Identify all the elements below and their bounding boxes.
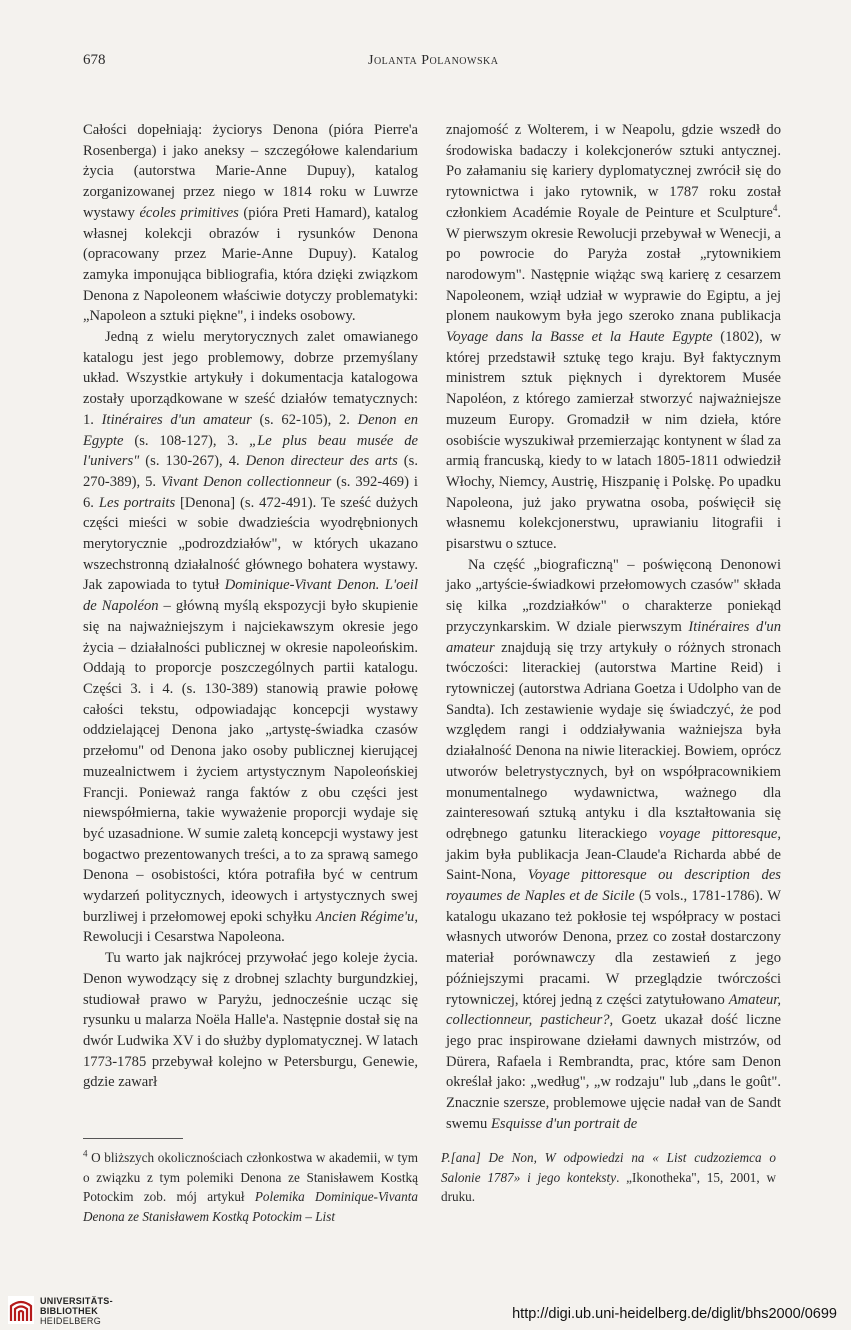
footnote-right: P.[ana] De Non, W odpowiedzi na « List cudzoziemca o Salonie 1787» i jego konteksty. „Ikonotheka", 15, 2001, w druku. bbox=[441, 1150, 776, 1204]
footnote-rule bbox=[83, 1138, 183, 1139]
library-logo-icon[interactable] bbox=[8, 1296, 34, 1324]
footnote-left: $^4$ O bliższych okolicznościach członkostwa w akademii, w tym o związku z tym polemiki Denona ze Stanisławem Kostką Potockim zob. mój artykuł Polemika Dominique-Vivanta Denona ze Stanisławem Kostką Potockim – List bbox=[83, 1148, 418, 1224]
paragraph: Tu warto jak najkrócej przywołać jego koleje życia. Denon wywodzący się z drobnej szlachty burgundzkiej, studiował prawo w Paryżu, jednocześnie ucząc się rysunku u malarza Noëla Halle'a. Następnie dostał się na dwór Ludwika XV i do służby dyplomatycznej. W latach 1773-1785 przebywał kolejno w Petersburgu, Genewie, gdzie zawarł bbox=[83, 950, 418, 1091]
paragraph: Całości dopełniają: życiorys Denona (pióra Pierre'a Rosenberga) i jako aneksy – szczegółowe kalendarium życia (autorstwa Marie-Anne Dupuy), katalog zorganizowanej przez niego w 1814 roku w Luwrze wystawy écoles primitives (pióra Preti Hamard), katalog własnej kolekcji obrazów i rysunków Denona (opracowany przez Marie-Anne Dupuy). Katalog zamyka imponująca bibliografia, która dzięki związkom Denona z Napoleonem właściwie dotyczy problematyki: „Napoleon a sztuki piękne", i indeks osobowy. bbox=[83, 122, 418, 325]
paragraph: Jedną z wielu merytorycznych zalet omawianego katalogu jest jego problemowy, dobrze przemyślany układ. Wszystkie artykuły i dokumentacja katalogowa zostały uporządkowane w sześć działów tematycznych: 1. Itinéraires d'un amateur (s. 62-105), 2. Denon en Egypte (s. 108-127), 3. „Le plus beau musée de l'univers" (s. 130-267), 4. Denon directeur des arts (s. 270-389), 5. Vivant Denon collectionneur (s. 392-469) i 6. Les portraits [Denona] (s. 472-491). Te sześć dużych części mieści w sobie dwadzieścia wyodrębnionych merytorycznie „podrozdziałów", w których ukazano wszechstronną działalność głównego bohatera wystawy. Jak zapowiada to tytuł Dominique-Vivant Denon. L'oeil de Napoléon – główną myślą ekspozycji było skupienie się na najważniejszym i najciekawszym okresie jego życia – działalności publicznej w okresie napoleońskim. Oddają to proporcje poszczególnych partii katalogu. Części 3. i 4. (s. 130-389) stanowią prawie połowę całości tekstu, odpowiadając koncepcji wystawy oddzielającej Denona jako „artystę-świadka czasów przełomu" od Denona jako osoby publicznej kierującej muzealnictwem i życiem artystycznym Napoleońskiej Francji. Ponieważ ranga faktów z obu części jest niewspółmierna, takie wyważenie proporcji wydaje się być uzasadnione. W sumie zaletą koncepcji wystawy jest bogactwo prezentowanych treści, a to za sprawą samego Denona – osobistości, która potrafiła być w centrum wydarzeń politycznych, ideowych i artystycznych swej burzliwej i przełomowej epoki schyłku Ancien Régime'u, Rewolucji i Cesarstwa Napoleona. bbox=[83, 329, 419, 946]
right-column bbox=[446, 120, 781, 1134]
paragraph: znajomość z Wolterem, i w Neapolu, gdzie wszedł do środowiska badaczy i kolekcjonerów sztuki antycznej. Po załamaniu się kariery dyplomatycznej zwrócił się do rytownictwa i jako rytownik, w 1787 roku został członkiem Académie Royale de Peinture et Sculpture$^4$. W pierwszym okresie Rewolucji przebywał w Wenecji, a po powrocie do Paryża został „rytownikiem narodowym". Następnie wiążąc swą karierę z cesarzem Napoleonem, wziął udział w wyprawie do Egiptu, a jej plonem naukowym była jego szeroko znana publikacja Voyage dans la Basse et la Haute Egypte (1802), w której przedstawił sztukę tego kraju. Był faktycznym ministrem sztuk pięknych i dyrektorem Musée Napoléon, z którego zamierzał stworzyć najważniejsze muzeum Europy. Gromadził w nim dzieła, które osobiście wyszukiwał przemierzając kontynent w ślad za armią francuską, kiedy to w latach 1805-1811 odwiedził Włochy, Niemcy, Austrię, Hiszpanię i Polskę. Po upadku Napoleona, już jako prywatna osoba, poświęcił się własnemu kolekcjonerstwu, uprawianiu litografii i pisarstwu o sztuce. bbox=[446, 122, 781, 553]
source-url-link[interactable]: http://digi.ub.uni-heidelberg.de/diglit/bhs2000/0699 bbox=[512, 1306, 837, 1322]
running-head: Jolanta Polanowska bbox=[368, 53, 499, 68]
page-number: 678 bbox=[83, 52, 106, 68]
left-column bbox=[83, 120, 418, 1093]
footnote-number: 4 bbox=[83, 1148, 88, 1159]
footnote-marker[interactable]: 4 bbox=[772, 202, 778, 213]
library-name: UNIVERSITÄTS- BIBLIOTHEK HEIDELBERG bbox=[40, 1296, 113, 1326]
paragraph: Na część „biograficzną" – poświęconą Denonowi jako „artyście-świadkowi przełomowych czasów" składa się kilka „rozdziałków" o charakterze poniekąd przyczynkarskim. W dziale pierwszym Itinéraires d'un amateur znajdują się trzy artykuły o różnych stronach twóczości: literackiej (autorstwa Martine Reid) i rytowniczej (autorstwa Adriana Goetza i Udolpho van de Sandta). Ich zestawienie wydaje się świadczyć, że pod względem rangi i oddziaływania ważniejsza była działalność Denona na niwie literackiej. Bowiem, oprócz utworów beletrystycznych, był on współpracownikiem monumentalnego wydawnictwa, ważnego dla zainteresowań sztuką antyku i dla kształtowania się odrębnego gatunku literackiego voyage pittoresque, jakim była publikacja Jean-Claude'a Richarda abbé de Saint-Nona, Voyage pittoresque ou description des royaumes de Naples et de Sicile (5 vols., 1781-1786). W katalogu ukazano też pokłosie tej współpracy w postaci własnych utworów Denona, przez co został dostarczony materiał porównawczy dla zestawień z jego późniejszymi pracami. W przeglądzie twórczości rytowniczej, której jedną z części zatytułowano Amateur, collectionneur, pasticheur?, Goetz ukazał dość liczne jego prac inspirowane dziełami dawnych mistrzów, od Dürera, Rafaela i Rembrandta, prac, które sam Denon określał jako: „według", „w rodzaju" lub „dans le goût". Znacznie szersze, problemowe ujęcie nadał van de Sandt swemu Esquisse d'un portrait de bbox=[446, 556, 782, 1132]
